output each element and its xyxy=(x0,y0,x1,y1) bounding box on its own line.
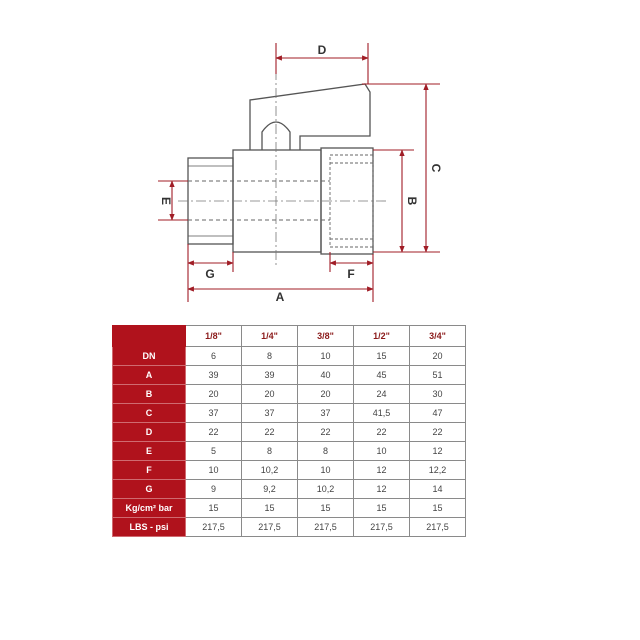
table-cell: 15 xyxy=(186,499,242,518)
row-label: A xyxy=(113,366,186,385)
table-row xyxy=(113,442,466,461)
table-row xyxy=(113,404,466,423)
table-row xyxy=(113,385,466,404)
table-cell: 51 xyxy=(410,366,466,385)
table-cell: 6 xyxy=(186,347,242,366)
column-header: 1/2" xyxy=(354,326,410,347)
column-header: 3/4" xyxy=(410,326,466,347)
table-cell: 14 xyxy=(410,480,466,499)
row-label: LBS - psi xyxy=(113,518,186,537)
table-cell: 8 xyxy=(298,442,354,461)
table-cell: 24 xyxy=(354,385,410,404)
table-cell: 5 xyxy=(186,442,242,461)
row-label: B xyxy=(113,385,186,404)
table-row xyxy=(113,347,466,366)
table-cell: 10 xyxy=(186,461,242,480)
column-header: 1/4" xyxy=(242,326,298,347)
column-header: 1/8" xyxy=(186,326,242,347)
dim-label-b: B xyxy=(405,196,419,206)
dimension-lines xyxy=(158,43,440,302)
row-label: E xyxy=(113,442,186,461)
table-row xyxy=(113,518,466,537)
dim-label-d: D xyxy=(317,43,327,57)
table-cell: 15 xyxy=(354,347,410,366)
table-cell: 39 xyxy=(242,366,298,385)
table-cell: 20 xyxy=(242,385,298,404)
row-label: G xyxy=(113,480,186,499)
table-cell: 8 xyxy=(242,347,298,366)
table-cell: 22 xyxy=(186,423,242,442)
table-row xyxy=(113,366,466,385)
table-row xyxy=(113,480,466,499)
bore-lines xyxy=(188,181,330,220)
table-cell: 41,5 xyxy=(354,404,410,423)
dim-label-a: A xyxy=(275,290,285,304)
row-label: Kg/cm² bar xyxy=(113,499,186,518)
table-cell: 217,5 xyxy=(354,518,410,537)
table-cell: 22 xyxy=(242,423,298,442)
table-cell: 10 xyxy=(354,442,410,461)
table-row xyxy=(113,423,466,442)
dimension-table xyxy=(112,325,466,537)
table-cell: 15 xyxy=(354,499,410,518)
table-cell: 12,2 xyxy=(410,461,466,480)
table-cell: 47 xyxy=(410,404,466,423)
table-cell: 30 xyxy=(410,385,466,404)
center-lines xyxy=(178,70,386,268)
table-cell: 217,5 xyxy=(298,518,354,537)
table-cell: 12 xyxy=(354,480,410,499)
table-cell: 10,2 xyxy=(242,461,298,480)
dim-label-g: G xyxy=(205,267,215,281)
valve-body xyxy=(188,84,373,254)
table-cell: 20 xyxy=(298,385,354,404)
table-row xyxy=(113,461,466,480)
table-cell: 217,5 xyxy=(186,518,242,537)
table-cell: 217,5 xyxy=(242,518,298,537)
table-cell: 15 xyxy=(298,499,354,518)
table-cell: 20 xyxy=(186,385,242,404)
table-cell: 217,5 xyxy=(410,518,466,537)
table-cell: 12 xyxy=(354,461,410,480)
table-cell: 39 xyxy=(186,366,242,385)
table-cell: 37 xyxy=(298,404,354,423)
table-cell: 22 xyxy=(298,423,354,442)
row-label: D xyxy=(113,423,186,442)
table-cell: 10 xyxy=(298,461,354,480)
table-cell: 22 xyxy=(410,423,466,442)
table-cell: 45 xyxy=(354,366,410,385)
row-label: DN xyxy=(113,347,186,366)
table-row xyxy=(113,499,466,518)
table-cell: 37 xyxy=(186,404,242,423)
column-header: 3/8" xyxy=(298,326,354,347)
table-cell: 40 xyxy=(298,366,354,385)
dim-label-c: C xyxy=(429,163,443,173)
table-cell: 8 xyxy=(242,442,298,461)
table-cell: 20 xyxy=(410,347,466,366)
table-header-row xyxy=(113,326,466,347)
table-cell: 9 xyxy=(186,480,242,499)
table-cell: 15 xyxy=(410,499,466,518)
table-cell: 15 xyxy=(242,499,298,518)
table-cell: 12 xyxy=(410,442,466,461)
table-cell: 37 xyxy=(242,404,298,423)
row-label: F xyxy=(113,461,186,480)
table-corner-cell xyxy=(113,326,186,347)
table-cell: 9,2 xyxy=(242,480,298,499)
row-label: C xyxy=(113,404,186,423)
dim-label-e: E xyxy=(159,196,173,206)
table-cell: 10,2 xyxy=(298,480,354,499)
dim-label-f: F xyxy=(347,267,355,281)
table-cell: 10 xyxy=(298,347,354,366)
table-cell: 22 xyxy=(354,423,410,442)
